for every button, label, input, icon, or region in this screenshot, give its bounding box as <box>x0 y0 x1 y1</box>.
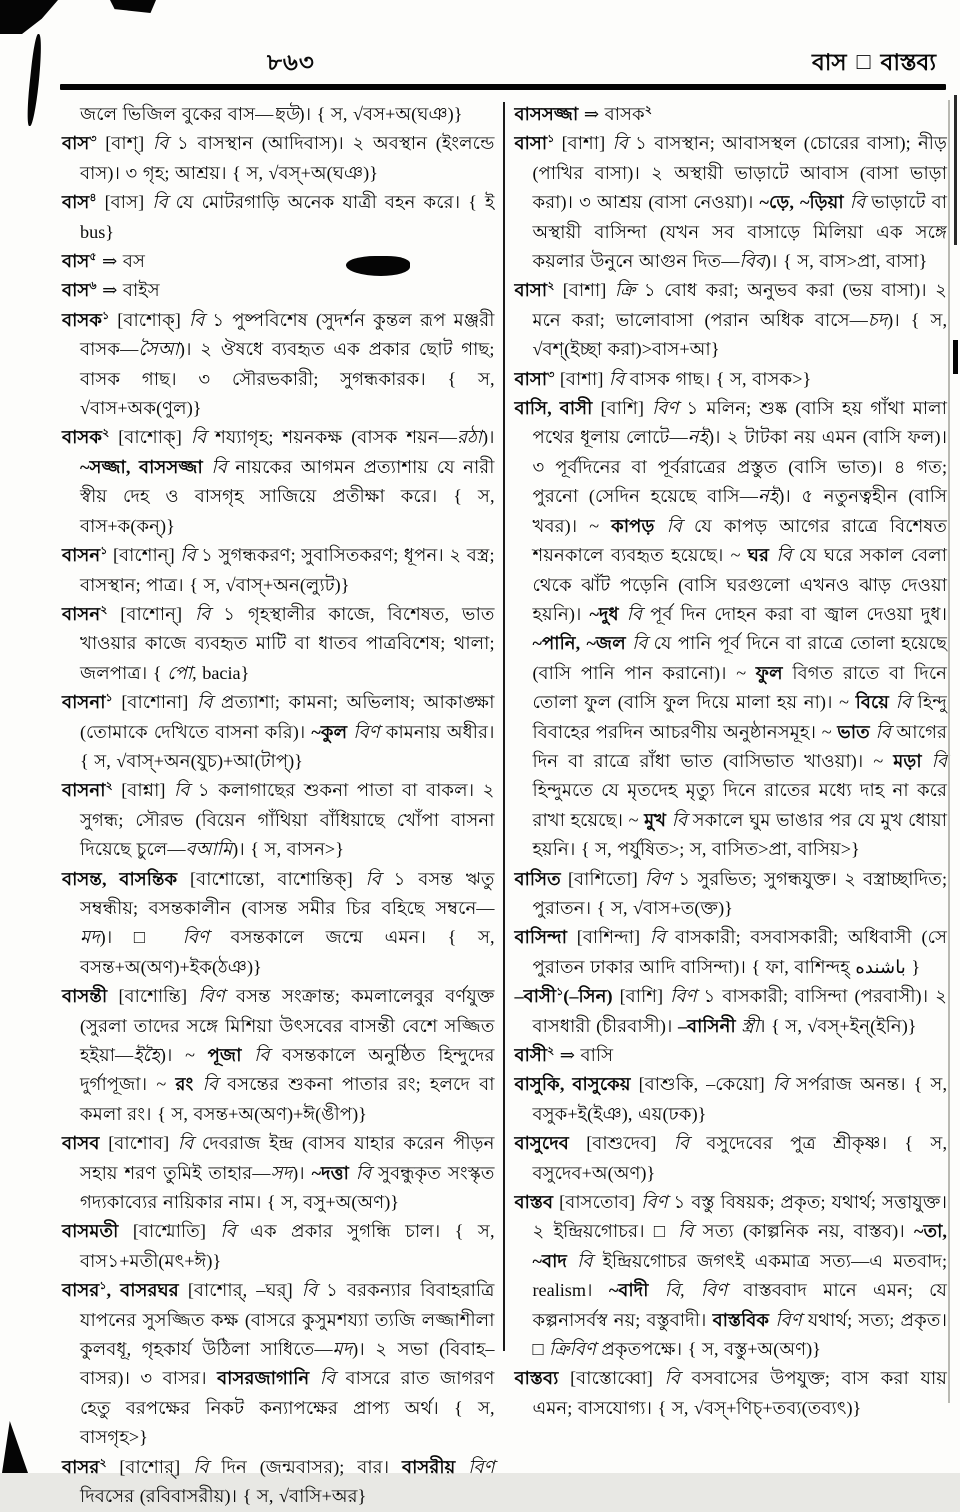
entry-text: [বাশোর্, –ঘর্] <box>178 1280 302 1301</box>
entry-headword: বাসক <box>62 427 103 448</box>
grammar-label: ক্রি <box>614 280 636 301</box>
entry-text: [বাশ্] <box>96 133 153 154</box>
entry-text: ১ বরকন্যার বিবাহরাত্রি যাপনের সুসজ্জিত কক্ষ (বাসরে কুসুমশয্যা ত্যজি লজ্জাশীলা কুলবধূ, গৃহকার্য উঠিলা সাধিতে— <box>80 1280 495 1360</box>
entry-text: [বাস] <box>96 192 153 213</box>
entry-text: ১ কলাগাছের শুকনা পাতা বা বাকল। ২ সুগন্ধ; সৌরভ (বিয়েন গাঁথিয়া বাঁধিয়াছে খোঁপা বাসনা দিয়েছে চুলে— <box>80 780 495 860</box>
grammar-label: বি <box>772 1074 789 1095</box>
entry-text: বসন্ত সংক্রান্ত; কমলালেবুর বর্ণযুক্ত (সুরলা তাদের সঙ্গে মিশিয়া উৎসবের বাসন্তী বেশে সজ্জিত হইয়া— <box>80 986 495 1065</box>
grammar-label: ক্রিবিণ <box>549 1339 596 1360</box>
grammar-label: মদ <box>332 1339 353 1360</box>
entry-text: [বাশোন্] <box>107 603 195 624</box>
grammar-label: বি <box>875 721 891 742</box>
entry-text: বাস্তববাদ মানে এমন; যে কল্পনাসর্বস্ব নয়; বস্তুবাদী। <box>532 1280 948 1330</box>
grammar-label: বি <box>776 545 792 566</box>
entry-text: [বাশুদেব] <box>568 1133 674 1154</box>
entry-text: হিন্দুমতে যে মৃতদেহ মৃত্যু দিনে রাতের মধ্যে দাহ না করে রাখা হয়েছে। ~ <box>532 780 947 830</box>
homograph-number: ২ <box>547 1044 555 1057</box>
entry-text: ১ বাসকারী; বাসিন্দা (পরবাসী)। ২ বাসধারী (চীরবাসী)। <box>532 986 947 1036</box>
homograph-number: ৩ <box>547 368 555 381</box>
grammar-label: বি <box>319 1368 336 1389</box>
entry-headword: বাসমতী <box>62 1221 119 1242</box>
page-content <box>62 100 948 1507</box>
entry-text <box>648 1280 664 1300</box>
homograph-number: ১ <box>556 986 564 999</box>
entry-text <box>567 1251 577 1271</box>
entry-text: ১ মলিন; শুষ্ক (বাসি হয় গাঁথা মালা পথের ধূলায় লোটে— <box>532 398 947 448</box>
entry-text: [বাশি] <box>612 986 671 1007</box>
grammar-label: বি, বিণ <box>664 1280 728 1301</box>
sub-headword: বাসরজাগানি <box>217 1368 310 1389</box>
scan-artifact-top-left <box>0 0 58 34</box>
entry-text: সর্পরাজ অনন্ত। { স, বসুক+ই(ইঞ), এয়(ঢক)} <box>532 1074 947 1124</box>
dictionary-entry <box>62 100 495 129</box>
entry-headword: বাসুদেব <box>514 1133 569 1154</box>
sub-headword: রং <box>175 1074 194 1095</box>
entry-headword: বাসন <box>62 603 101 624</box>
entry-text <box>193 1074 202 1094</box>
grammar-label: নই <box>757 486 779 507</box>
entry-text: ১ সুরভিত; সুগন্ধযুক্ত। ২ বস্ত্রাচ্ছাদিত; পুরাতন। { স, √বাস+ত(ক্ত)} <box>532 868 947 918</box>
entry-text: ১ গৃহস্থালীর কাজে, বিশেষত, ভাত খাওয়ার কাজে ব্যবহৃত মাটি বা ধাতব পাত্রবিশেষ; থালা; জলপাত্র। { <box>80 603 495 683</box>
entry-headword: বাসুকি, বাসুকেয় <box>514 1074 631 1095</box>
grammar-label: বি <box>895 692 911 713</box>
grammar-label: বি <box>152 133 169 154</box>
grammar-label: বি <box>849 192 866 213</box>
entry-text: ইন্দ্রিয়গোচর জগৎই একমাত্র সত্য—এ মতবাদ; realism। <box>532 1250 948 1301</box>
grammar-label: বিণ <box>468 1456 495 1477</box>
entry-headword: বাসর <box>62 1456 100 1477</box>
entry-text: )। <box>481 427 495 448</box>
homograph-number: ২ <box>547 280 555 293</box>
dictionary-entry <box>515 1070 948 1129</box>
sub-headword: মুখ <box>644 809 667 830</box>
homograph-number: ৫ <box>89 250 97 263</box>
entry-text: । { স, √বস্+ইন্(ইনি)} <box>758 1015 917 1036</box>
entry-text: বাসকারী; বসবাসকারী; অধিবাসী (সে পুরাতন ঢাকার আদি বাসিন্দা)। { ফা, বাশিন্দহ্ باشنده } <box>532 927 947 977</box>
entry-headword: বাসক <box>62 309 103 330</box>
grammar-label: বি <box>193 1456 209 1477</box>
entry-text: )। ২ ঔষধে ব্যবহৃত এক প্রকার ছোট গাছ; বাসক গাছ। ৩ সৌরভকারী; সুগন্ধকারক। { স, √বাস+অক(ণুল)} <box>80 339 495 419</box>
dictionary-entry <box>515 982 948 1041</box>
entry-headword: বাস্তব <box>514 1192 554 1213</box>
entry-text: কামনায় অধীর। { স, √বাস্+অন(যুচ)+আ(টাপ্)} <box>80 721 495 771</box>
guide-word-left: বাস <box>811 50 847 75</box>
dictionary-entry <box>62 1129 495 1217</box>
sub-headword: ~পানি, ~জল <box>532 633 626 654</box>
entry-text: ⇒ বাসি <box>554 1045 614 1065</box>
dictionary-entry <box>62 600 495 688</box>
entry-text: যে কাপড় আগের রাত্রে বিশেষত শয়নকালে ব্যবহৃত হয়েছে। ~ <box>532 515 948 566</box>
entry-text: [বাশা] <box>554 133 613 154</box>
page-edge-line <box>948 100 950 1403</box>
entry-text <box>349 1163 356 1183</box>
dictionary-entry <box>515 394 948 865</box>
entry-text: [বাশিন্দা] <box>566 927 650 948</box>
entry-headword: বাসা <box>514 280 548 301</box>
column-right <box>505 100 948 1418</box>
homograph-number: ২ <box>644 103 652 116</box>
dictionary-entry <box>515 1364 948 1423</box>
dictionary-entry <box>62 129 495 188</box>
grammar-label: বি <box>626 603 643 624</box>
column-left <box>62 100 503 1507</box>
entry-text: আগের দিন বা রাত্রে রাঁধা ভাত (বাসিভাত খাওয়া)। ~ <box>532 721 947 771</box>
grammar-label: বিব <box>739 251 765 272</box>
homograph-number: ২ <box>100 603 108 616</box>
entry-text: ১ সুগন্ধকরণ; সুবাসিতকরণ; ধূপন। ২ বস্ত্র; বাসস্থান; পাত্র। { স, √বাস্+অন(ল্যুট)} <box>80 545 495 595</box>
grammar-label: বি <box>152 192 168 213</box>
grammar-label: পো <box>167 662 193 683</box>
entry-text: [বাশোর্] <box>106 1456 194 1477</box>
sub-headword: মড়া <box>893 750 922 771</box>
entry-text: ১ বাসস্থান (আদিবাস)। ২ অবস্থান (ইংলন্ডে বাস)। ৩ গৃহ; আশ্রয়। { স, √বস্+অ(ঘঞ)} <box>80 133 495 183</box>
entry-headword: বাসব <box>62 1133 100 1154</box>
entry-text <box>241 1045 254 1065</box>
entry-text: বাসরে রাত জাগরণ হেতু বরপক্ষের নিকট কন্যাপক্ষের প্রাপ্য অর্থ। { স, বাসগৃহ>} <box>80 1368 495 1448</box>
entry-text: )। <box>292 1162 312 1183</box>
entry-text <box>655 516 667 536</box>
grammar-label: বি <box>678 1221 694 1242</box>
entry-headword: বাস্তব্য <box>514 1368 559 1389</box>
header-rule <box>60 84 946 90</box>
sub-headword: , বাসরঘর <box>106 1280 179 1301</box>
entry-text: দেবরাজ ইন্দ্র (বাসব যাহার করেন পীড়ন সহায় শরণ তুমিই তাহার— <box>80 1133 495 1183</box>
entry-text: [বাশা] <box>554 368 609 389</box>
grammar-label: বি <box>608 368 625 389</box>
entry-text: জলে ভিজিল বুকের বাস— <box>80 104 274 124</box>
entry-text <box>889 692 896 712</box>
sub-headword: ~তা, ~বাদ <box>532 1221 947 1271</box>
entry-headword: বাসী <box>514 1045 548 1065</box>
entry-headword: বাসনা <box>62 780 106 801</box>
dictionary-entry <box>62 776 495 864</box>
grammar-label: বি <box>301 1280 318 1301</box>
grammar-label: বি <box>180 545 196 566</box>
grammar-label: বি <box>197 692 213 713</box>
entry-text: ১ পুষ্পবিশেষ (সুদর্শন কুন্তল রূপ মঞ্জরী বাসক— <box>80 309 495 360</box>
sub-headword: ঘর <box>747 545 770 566</box>
dictionary-entry <box>62 1217 495 1276</box>
entry-headword: বাসন <box>62 545 101 566</box>
grammar-label: বি <box>190 427 207 448</box>
dictionary-entry <box>515 365 948 394</box>
dictionary-entry <box>62 188 495 247</box>
entry-text: নায়কের আগমন প্রত্যাশায় যে নারী স্বীয় দেহ ও বাসগৃহ সাজিয়ে প্রতীক্ষা করে। { স, বাস+ক(কন্)} <box>80 456 495 536</box>
grammar-label: নই <box>687 427 708 448</box>
dictionary-entry <box>515 923 948 982</box>
entry-text: সকালে ঘুম ভাঙার পর যে মুখ ধোয়া হয়নি। { স, পর্যুষিত>; স, বাসিত>প্রা, বাসিয়>} <box>532 809 948 860</box>
entry-text: [বাসতোব] <box>553 1192 642 1213</box>
grammar-label: বি <box>664 1368 680 1389</box>
entry-headword: বাস <box>62 133 90 154</box>
entry-text <box>619 604 627 624</box>
grammar-label: রঠা <box>456 427 482 448</box>
dictionary-entry <box>62 423 495 541</box>
guide-word-right: বাস্তব্য <box>880 50 936 75</box>
entry-text: )। { স, বাসন>} <box>232 839 344 860</box>
scan-artifact-right-edge <box>953 340 958 374</box>
homograph-number: ৩ <box>89 133 97 146</box>
entry-text: )। □ <box>99 927 183 948</box>
homograph-number: ২ <box>105 780 113 793</box>
entry-headword: বাস <box>62 280 90 301</box>
entry-text: যে পানি পূর্ব দিনে বা রাত্রে তোলা হয়েছে (বাসি পানি পান করানো)। ~ <box>532 633 948 683</box>
entry-text: [বাশা] <box>554 280 615 301</box>
grammar-label: বি <box>202 1074 218 1095</box>
dictionary-entry <box>62 688 495 776</box>
sub-headword: ~দত্তা <box>311 1162 349 1183</box>
homograph-number: ২ <box>102 427 110 440</box>
dictionary-entry <box>515 1129 948 1188</box>
entry-headword: বাসা <box>514 133 548 154</box>
grammar-label: বিণ <box>652 398 679 419</box>
entry-text: )। ৫ নতুনত্বহীন (বাসি খবর)। ~ <box>532 486 947 536</box>
entry-text: বাসক গাছ। { স, বাসক>} <box>624 368 812 389</box>
dictionary-entry <box>515 865 948 924</box>
entry-text: বিগত রাতে বা দিনে তোলা ফুল (বাসি ফুল দিয়ে মালা হয় না)। ~ <box>532 662 947 713</box>
entry-text: যথার্থ; সত্য; প্রকৃত। □ <box>532 1309 947 1360</box>
grammar-label: বি <box>666 515 682 536</box>
entry-text: সত্য (কাল্পনিক নয়, বাস্তব)। <box>693 1221 915 1242</box>
grammar-label: বিণ <box>670 986 697 1007</box>
entry-text: [বাশি] <box>592 398 653 419</box>
entry-text: [বাশোন্তো, বাশোন্তিক্] <box>177 868 366 889</box>
entry-text: [বাশ্না] <box>112 780 174 801</box>
grammar-label: ইহৈ <box>133 1045 160 1065</box>
grammar-label: বিণ <box>775 1309 802 1330</box>
grammar-label: বি <box>254 1045 270 1065</box>
sub-headword: বাস্তবিক <box>712 1309 770 1330</box>
grammar-label: ছউ <box>273 104 299 124</box>
dictionary-entry <box>62 865 495 983</box>
dictionary-entry <box>62 1276 495 1452</box>
entry-text: বসন্তকালে জন্মে এমন। { স, বসন্ত+অ(অণ)+ইক(ঠঞ)} <box>80 927 495 977</box>
entry-headword: বাসিত <box>514 868 561 889</box>
sub-headword: ~দুধ <box>589 603 619 624</box>
entry-text: [বাশোন্তি] <box>107 986 199 1007</box>
dictionary-entry <box>62 1453 495 1512</box>
sub-headword: ~ড়ে, ~ড়িয়া <box>759 192 844 213</box>
entry-text <box>455 1457 468 1477</box>
grammar-label: বি <box>577 1250 593 1271</box>
entry-text: [বাশোক্] <box>109 309 189 330</box>
dictionary-entry <box>62 982 495 1129</box>
grammar-label: বিণ <box>182 927 209 948</box>
grammar-label: বিণ <box>198 986 225 1007</box>
homograph-number: ৪ <box>89 192 97 205</box>
entry-text: দিন (জন্মবাসর); বার। <box>208 1456 402 1477</box>
entry-text: দিবসের (রবিবাসরীয়)। { স, √বাসি+অর} <box>80 1486 367 1507</box>
entry-text: বসবাসের উপযুক্ত; বাস করা যায় এমন; বাসযোগ্য। { স, √বস্+ণিচ্+তব্য(তব্যৎ)} <box>532 1368 948 1418</box>
grammar-label: বি <box>673 1133 690 1154</box>
dictionary-entry <box>515 1188 948 1364</box>
dictionary-entry <box>515 100 948 129</box>
entry-text: ১ বস্তু বিষয়ক; প্রকৃত; যথার্থ; সত্তাযুক্ত। ২ ইন্দ্রিয়গোচর। □ <box>532 1192 947 1242</box>
sub-headword: বিয়ে <box>855 692 890 713</box>
entry-text: [বাস্তোব্বো] <box>558 1368 665 1389</box>
dictionary-entry <box>515 129 948 276</box>
entry-headword: বাসি, বাসী <box>514 398 593 419</box>
entry-text: প্রকৃতপক্ষে। { স, বস্তু+অ(অণ)} <box>595 1339 821 1360</box>
sub-headword: (–সিন) <box>563 986 613 1007</box>
grammar-label: চদ <box>867 309 888 330</box>
sub-headword: ~সজ্জা, বাসসজ্জা <box>80 456 203 477</box>
entry-text: [বাশিতো] <box>560 868 645 889</box>
entry-headword: –বাসী <box>514 986 557 1007</box>
entry-headword: বাস <box>62 192 90 213</box>
entry-text: )। { স, বাস>প্রা, বাসা} <box>764 251 928 272</box>
grammar-label: সদ <box>270 1162 293 1183</box>
entry-text: )। { স, √বশ্(ইচ্ছা করা)>বাস+আ} <box>532 309 948 360</box>
page-header <box>62 44 944 78</box>
grammar-label: বি <box>220 1221 236 1242</box>
entry-headword: বাসর <box>62 1280 100 1301</box>
grammar-label: বি <box>931 750 947 771</box>
sub-headword: ফুল <box>755 662 783 683</box>
grammar-label: বি <box>211 456 227 477</box>
grammar-label: বি <box>355 1162 372 1183</box>
entry-headword: বাসন্ত, বাসন্তিক <box>62 868 178 889</box>
sub-headword: ~কুল <box>311 721 348 742</box>
entry-text: যে ঘরে সকাল বেলা থেকে ঝাঁট পড়েনি (বাসি ঘরগুলো এখনও ঝাড় দেওয়া হয়নি)। <box>532 545 948 624</box>
grammar-label: বি <box>173 780 190 801</box>
guide-words <box>812 44 936 83</box>
entry-text: [বাশ্মোতি] <box>118 1221 221 1242</box>
homograph-number: ১ <box>105 692 113 705</box>
entry-text: হিন্দু বিবাহের পরদিন আচরণীয় অনুষ্ঠানসমূহ। ~ <box>532 692 948 742</box>
entry-text: পূর্ব দিন দোহন করা বা জ্বাল দেওয়া দুধ। <box>642 603 948 624</box>
dictionary-entry <box>515 276 948 364</box>
page-number: ৮৬৩ <box>267 50 315 75</box>
entry-text: ১ বসন্ত ঋতু সম্বন্ধীয়; বসন্তকালীন (বাসন্ত সমীর চির বহিছে সম্বনে— <box>80 868 495 918</box>
entry-text: বসন্তের শুকনা পাতার রং; হলদে বা কমলা রং। { স, বসন্ত+অ(অণ)+ঈ(ঙীপ)} <box>80 1074 495 1124</box>
sub-headword: ভাত <box>837 721 870 742</box>
sub-headword: কাপড় <box>611 515 655 536</box>
entry-text: )। { স, √বস+অ(ঘঞ)} <box>298 104 463 124</box>
dictionary-entry <box>62 306 495 424</box>
sub-headword: ~বাদী <box>608 1280 649 1301</box>
entry-headword: বাসনা <box>62 692 106 713</box>
entry-headword: বাসন্তী <box>62 986 108 1007</box>
entry-text: ⇒ বাসক <box>578 104 645 124</box>
grammar-label: বি <box>188 309 205 330</box>
grammar-label: বি <box>612 133 628 154</box>
entry-text: )। ২ টাটকা নয় এমন (বাসি ফল)। ৩ পূর্বদিনের বা পূর্বরাত্রের প্রস্তুত (বাসি ভাত)। ৪ গত; পুরনো (সেদিন হয়েছে বাসি— <box>532 427 947 507</box>
entry-headword: বাসিন্দা <box>514 927 567 948</box>
entry-text: ⇒ বস <box>96 251 145 272</box>
homograph-number: ১ <box>100 545 108 558</box>
grammar-label: বি <box>365 868 381 889</box>
entry-text: ১ বোধ করা; অনুভব করা (ভয় বাসা)। ২ মনে করা; ভালোবাসা (পরান অধিক বাসে— <box>532 280 947 330</box>
entry-text: এক প্রকার সুগন্ধি চাল। { স, বাস১+মতী(মৎ+ঈ)} <box>80 1221 495 1271</box>
dictionary-entry <box>62 276 495 305</box>
homograph-number: ৬ <box>89 280 97 293</box>
grammar-label: বআমি <box>185 839 233 860</box>
entry-text: [বাশোব] <box>99 1133 178 1154</box>
entry-text: ভাড়াটে বা অস্থায়ী বাসিন্দা (যখন সব বাসাড়ে মিলিয়া এক সঙ্গে কয়লার উনুনে আগুন দিত— <box>532 192 948 272</box>
grammar-label: স্ত্রী <box>741 1015 759 1036</box>
dictionary-entry <box>62 541 495 600</box>
grammar-label: বিণ <box>644 868 672 889</box>
entry-text: [বাশোক্] <box>109 427 191 448</box>
entry-text: প্রত্যাশা; কামনা; অভিলাষ; আকাঙ্ক্ষা (তোমাকে দেখিতে বাসনা করি)। <box>80 692 495 742</box>
entry-text: সুবন্ধুকৃত সংস্কৃত গদ্যকাব্যের নায়িকার নাম। { স, বসু+অ(অণ)} <box>80 1162 495 1213</box>
homograph-number: ১ <box>547 133 555 146</box>
grammar-label: বি <box>632 633 648 654</box>
grammar-label: বিণ <box>641 1192 668 1213</box>
entry-text: ১ বাসস্থান; আবাসস্থল (চোরের বাসা); নীড় (পাখির বাসা)। ২ অস্থায়ী ভাড়াটে আবাস (বাসা ভাড়া করা)। ৩ আশ্রয় (বাসা নেওয়া)। <box>532 133 947 213</box>
sub-headword: পূজা <box>207 1045 242 1065</box>
entry-headword: বাসা <box>514 368 548 389</box>
homograph-number: ২ <box>99 1456 107 1469</box>
sub-headword: বাসরীয় <box>401 1456 456 1477</box>
dictionary-entry <box>62 247 495 276</box>
entry-text: )। ২ সভা (বিবাহ–বাসর)। ৩ বাসর। <box>80 1339 495 1389</box>
entry-text: [বাশুকি, –কেয়ো] <box>630 1074 773 1095</box>
scan-artifact-top-left-2 <box>110 0 156 13</box>
entry-text: )। ~ <box>159 1045 208 1065</box>
entry-text <box>922 751 932 771</box>
entry-text: [বাশোনা] <box>112 692 198 713</box>
homograph-number: ১ <box>102 309 110 322</box>
entry-headword: বাসসজ্জা <box>514 104 579 124</box>
grammar-label: মদ <box>80 927 100 948</box>
entry-text: , bacia} <box>192 662 250 683</box>
entry-headword: বাস <box>62 251 90 272</box>
grammar-label: সৈআ <box>138 339 179 360</box>
entry-text: বসুদেবের পুত্র শ্রীকৃষ্ণ। { স, বসুদেব+অ(অণ)} <box>532 1133 947 1183</box>
scan-artifact-right-edge-2 <box>954 95 957 245</box>
grammar-label: বি <box>649 927 666 948</box>
grammar-label: বি <box>671 809 688 830</box>
dictionary-entry <box>515 1041 948 1070</box>
grammar-label: বি <box>177 1133 194 1154</box>
grammar-label: বি <box>194 603 211 624</box>
entry-text: বসন্তকালে অনুষ্ঠিত হিন্দুদের দুর্গাপূজা। ~ <box>80 1045 495 1095</box>
scan-artifact-left-streak <box>25 34 44 126</box>
entry-text: শয্যাগৃহ; শয়নকক্ষ (বাসক শয়ন— <box>206 427 457 448</box>
entry-text: [বাশোন্] <box>107 545 181 566</box>
homograph-number: ১ <box>99 1280 107 1293</box>
grammar-label: বিণ <box>353 721 380 742</box>
entry-text <box>309 1368 319 1388</box>
sub-headword: –বাসিনী <box>677 1015 736 1036</box>
entry-text: যে মোটরগাড়ি অনেক যাত্রী বহন করে। { ই bus} <box>80 192 495 242</box>
entry-text: ⇒ বাইস <box>96 280 160 301</box>
square-separator-icon: □ <box>856 49 871 74</box>
scan-artifact-bottom-left <box>2 1421 28 1473</box>
